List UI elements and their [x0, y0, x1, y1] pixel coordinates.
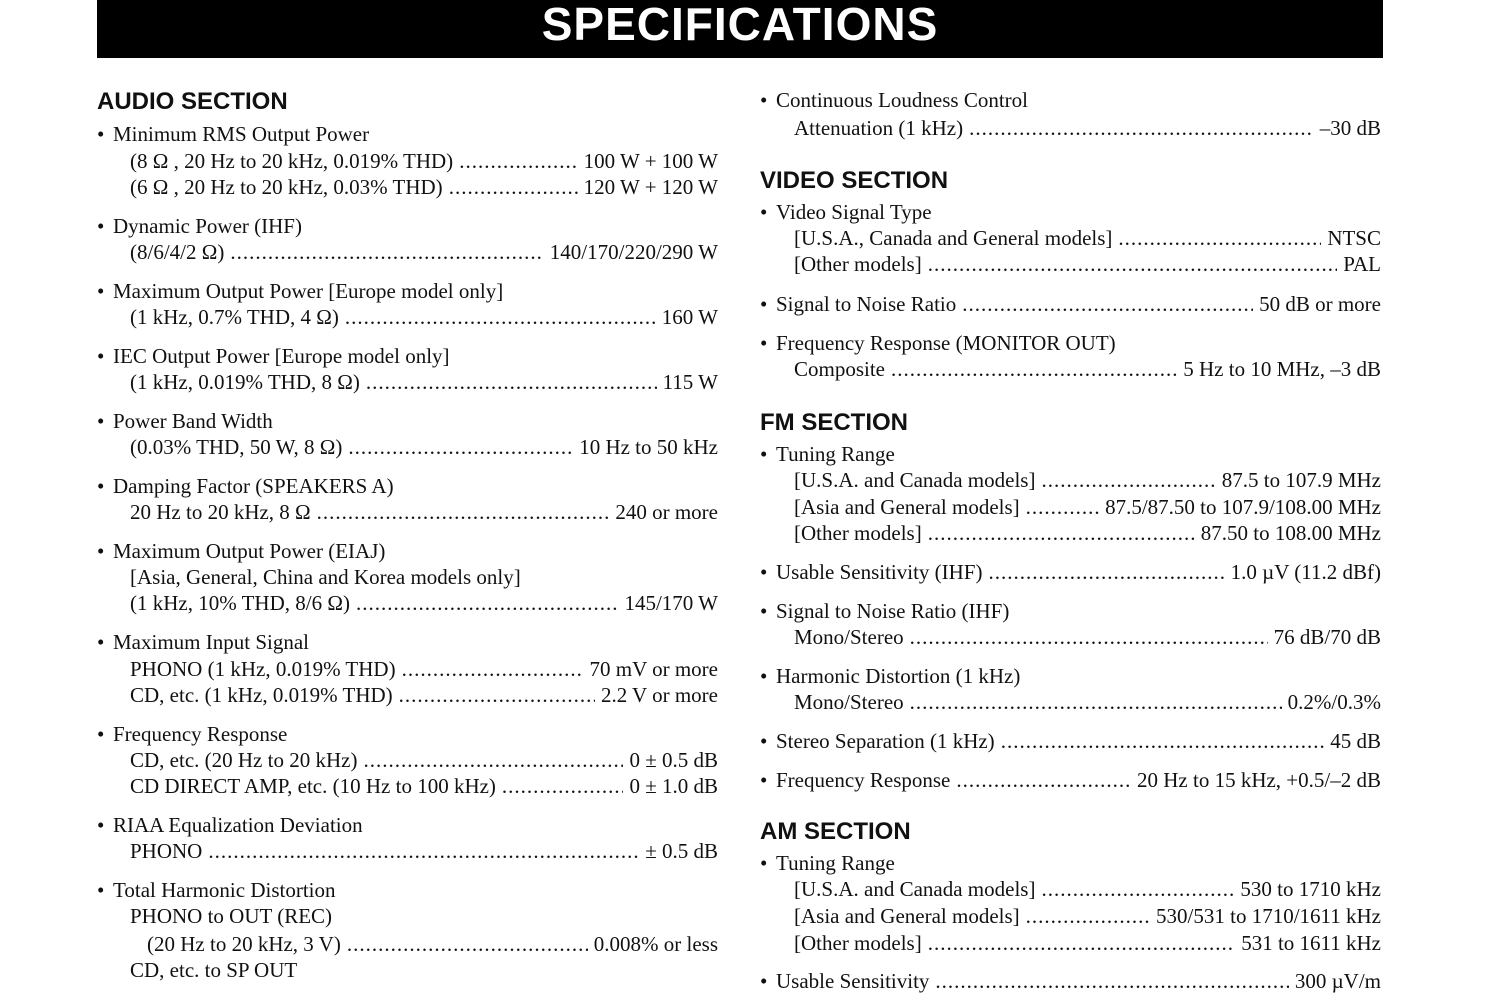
spec-row: [Other models] ..... PAL: [794, 251, 1381, 277]
audio-section-heading: AUDIO SECTION: [97, 88, 288, 115]
spec-row: CD, etc. (20 Hz to 20 kHz) ..... 0 ± 0.5 dB: [130, 747, 718, 773]
spec-row: CD DIRECT AMP, etc. (10 Hz to 100 kHz) ..... 0 ± 1.0 dB: [130, 773, 718, 799]
spec-heading: • Maximum Input Signal: [97, 630, 309, 654]
spec-row: (20 Hz to 20 kHz, 3 V) ..... 0.008% or less: [147, 931, 718, 957]
spec-row: Mono/Stereo ..... 76 dB/70 dB: [794, 624, 1381, 650]
spec-row: (0.03% THD, 50 W, 8 Ω) ..... 10 Hz to 50 kHz: [130, 434, 718, 460]
spec-row: Composite ..... 5 Hz to 10 MHz, –3 dB: [794, 356, 1381, 382]
spec-row: [Other models] ..... 87.50 to 108.00 MHz: [794, 520, 1381, 546]
spec-row: [U.S.A. and Canada models] ..... 530 to 1710 kHz: [794, 876, 1381, 902]
spec-heading: • Frequency Response: [97, 722, 288, 746]
spec-heading: • Total Harmonic Distortion: [97, 878, 336, 902]
spec-heading: • Harmonic Distortion (1 kHz): [760, 664, 1021, 688]
spec-row: • Frequency Response ..... 20 Hz to 15 kHz, +0.5/–2 dB: [760, 767, 1381, 793]
spec-heading: • Minimum RMS Output Power: [97, 122, 370, 146]
spec-row: [U.S.A., Canada and General models] ..... NTSC: [794, 225, 1381, 251]
spec-row: (6 Ω , 20 Hz to 20 kHz, 0.03% THD) ..... 120 W + 120 W: [130, 174, 718, 200]
spec-row: (8 Ω , 20 Hz to 20 kHz, 0.019% THD) ..... 100 W + 100 W: [130, 148, 718, 174]
spec-heading: • Tuning Range: [760, 851, 895, 875]
spec-heading: • Maximum Output Power [Europe model only]: [97, 279, 504, 303]
spec-heading: • RIAA Equalization Deviation: [97, 813, 363, 837]
spec-row: [U.S.A. and Canada models] ..... 87.5 to 107.9 MHz: [794, 467, 1381, 493]
spec-heading: • Damping Factor (SPEAKERS A): [97, 474, 394, 498]
spec-row: (1 kHz, 0.019% THD, 8 Ω) ..... 115 W: [130, 369, 718, 395]
spec-row: 20 Hz to 20 kHz, 8 Ω ..... 240 or more: [130, 499, 718, 525]
fm-section-heading: FM SECTION: [760, 409, 908, 436]
spec-row: CD, etc. (1 kHz, 0.019% THD) ..... 2.2 V or more: [130, 682, 718, 708]
spec-row: PHONO ..... ± 0.5 dB: [130, 838, 718, 864]
spec-heading: • Video Signal Type: [760, 200, 932, 224]
spec-subheading: CD, etc. to SP OUT: [130, 958, 298, 982]
spec-subheading: [Asia, General, China and Korea models only]: [130, 565, 521, 589]
spec-heading: • Power Band Width: [97, 409, 273, 433]
spec-row: (1 kHz, 0.7% THD, 4 Ω) ..... 160 W: [130, 304, 718, 330]
spec-row: Attenuation (1 kHz) ..... –30 dB: [794, 115, 1381, 141]
spec-row: • Stereo Separation (1 kHz) ..... 45 dB: [760, 728, 1381, 754]
video-section-heading: VIDEO SECTION: [760, 167, 949, 194]
spec-row: • Usable Sensitivity (IHF) ..... 1.0 µV (11.2 dBf): [760, 559, 1381, 585]
spec-heading: • Continuous Loudness Control: [760, 88, 1029, 112]
spec-heading: • Dynamic Power (IHF): [97, 214, 302, 238]
spec-row: • Usable Sensitivity ..... 300 µV/m: [760, 968, 1381, 994]
spec-subheading: PHONO to OUT (REC): [130, 904, 333, 928]
spec-heading: • Tuning Range: [760, 442, 895, 466]
spec-heading: • Signal to Noise Ratio (IHF): [760, 599, 1010, 623]
spec-heading: • Maximum Output Power (EIAJ): [97, 539, 386, 563]
spec-row: [Asia and General models] ..... 87.5/87.50 to 107.9/108.00 MHz: [794, 494, 1381, 520]
spec-row: [Other models] ..... 531 to 1611 kHz: [794, 930, 1381, 956]
spec-heading: • IEC Output Power [Europe model only]: [97, 344, 450, 368]
spec-heading: • Frequency Response (MONITOR OUT): [760, 331, 1116, 355]
spec-row: Mono/Stereo ..... 0.2%/0.3%: [794, 689, 1381, 715]
spec-row: PHONO (1 kHz, 0.019% THD) ..... 70 mV or more: [130, 656, 718, 682]
spec-row: [Asia and General models] ..... 530/531 to 1710/1611 kHz: [794, 903, 1381, 929]
spec-row: • Signal to Noise Ratio ..... 50 dB or more: [760, 291, 1381, 317]
page-title: SPECIFICATIONS: [97, 0, 1383, 58]
spec-row: (1 kHz, 10% THD, 8/6 Ω) ..... 145/170 W: [130, 590, 718, 616]
am-section-heading: AM SECTION: [760, 818, 911, 845]
spec-row: (8/6/4/2 Ω) ..... 140/170/220/290 W: [130, 239, 718, 265]
